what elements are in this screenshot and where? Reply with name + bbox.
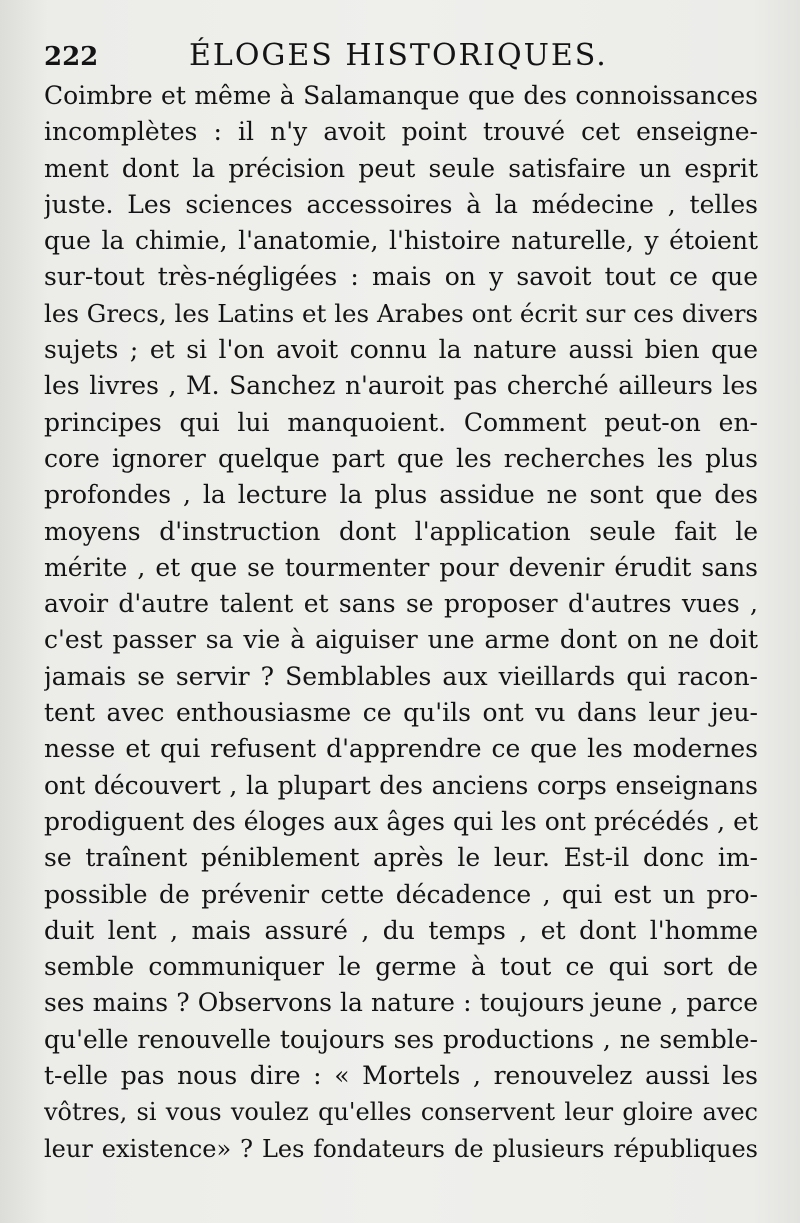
text-line: moyens d'instruction dont l'application seule fait le — [44, 516, 758, 546]
text-line: jamais se servir ? Semblables aux vieillards qui racon- — [44, 661, 758, 691]
text-line: les livres , M. Sanchez n'auroit pas cherché ailleurs les — [44, 371, 758, 401]
text-line: mérite , et que se tourmenter pour devenir érudit sans — [44, 552, 758, 582]
text-line: se traînent péniblement après le leur. Est-il donc im- — [44, 843, 758, 873]
text-line: leur existence» ? Les fondateurs de plusieurs républiques — [44, 1134, 758, 1163]
running-title: ÉLOGES HISTORIQUES. — [189, 38, 608, 73]
body-text — [44, 78, 758, 1167]
text-line: ment dont la précision peut seule satisfaire un esprit — [44, 153, 758, 183]
text-line: qu'elle renouvelle toujours ses productions , ne semble- — [44, 1024, 758, 1054]
text-line: vôtres, si vous voulez qu'elles conservent leur gloire avec — [44, 1098, 758, 1127]
text-line: t-elle pas nous dire : « Mortels , renouvelez aussi les — [44, 1061, 758, 1091]
text-line: sur-tout très-négligées : mais on y savoit tout ce que — [44, 262, 758, 292]
text-line: prodiguent des éloges aux âges qui les ont précédés , et — [44, 806, 758, 836]
text-line: tent avec enthousiasme ce qu'ils ont vu dans leur jeu- — [44, 698, 758, 728]
page-number: 222 — [44, 42, 99, 72]
text-line: ont découvert , la plupart des anciens corps enseignans — [44, 770, 758, 800]
text-line: incomplètes : il n'y avoit point trouvé cet enseigne- — [44, 117, 758, 147]
text-line: ses mains ? Observons la nature : toujours jeune , parce — [44, 988, 758, 1018]
text-line: duit lent , mais assuré , du temps , et dont l'homme — [44, 915, 758, 945]
text-line: avoir d'autre talent et sans se proposer d'autres vues , — [44, 589, 758, 619]
text-line: profondes , la lecture la plus assidue ne sont que des — [44, 480, 758, 510]
text-line: semble communiquer le germe à tout ce qui sort de — [44, 952, 758, 982]
text-line: core ignorer quelque part que les recherches les plus — [44, 443, 758, 473]
text-line: nesse et qui refusent d'apprendre ce que les modernes — [44, 734, 758, 764]
text-line: principes qui lui manquoient. Comment peut-on en- — [44, 407, 758, 437]
text-line: Coimbre et même à Salamanque que des connoissances — [44, 81, 758, 110]
text-line: sujets ; et si l'on avoit connu la nature aussi bien que — [44, 335, 758, 365]
text-line: possible de prévenir cette décadence , qui est un pro- — [44, 879, 758, 909]
text-line: juste. Les sciences accessoires à la médecine , telles — [44, 189, 758, 219]
page-header — [44, 38, 756, 78]
text-line: c'est passer sa vie à aiguiser une arme dont on ne doit — [44, 625, 758, 655]
text-line: que la chimie, l'anatomie, l'histoire naturelle, y étoient — [44, 226, 758, 256]
text-line: les Grecs, les Latins et les Arabes ont écrit sur ces divers — [44, 298, 758, 328]
